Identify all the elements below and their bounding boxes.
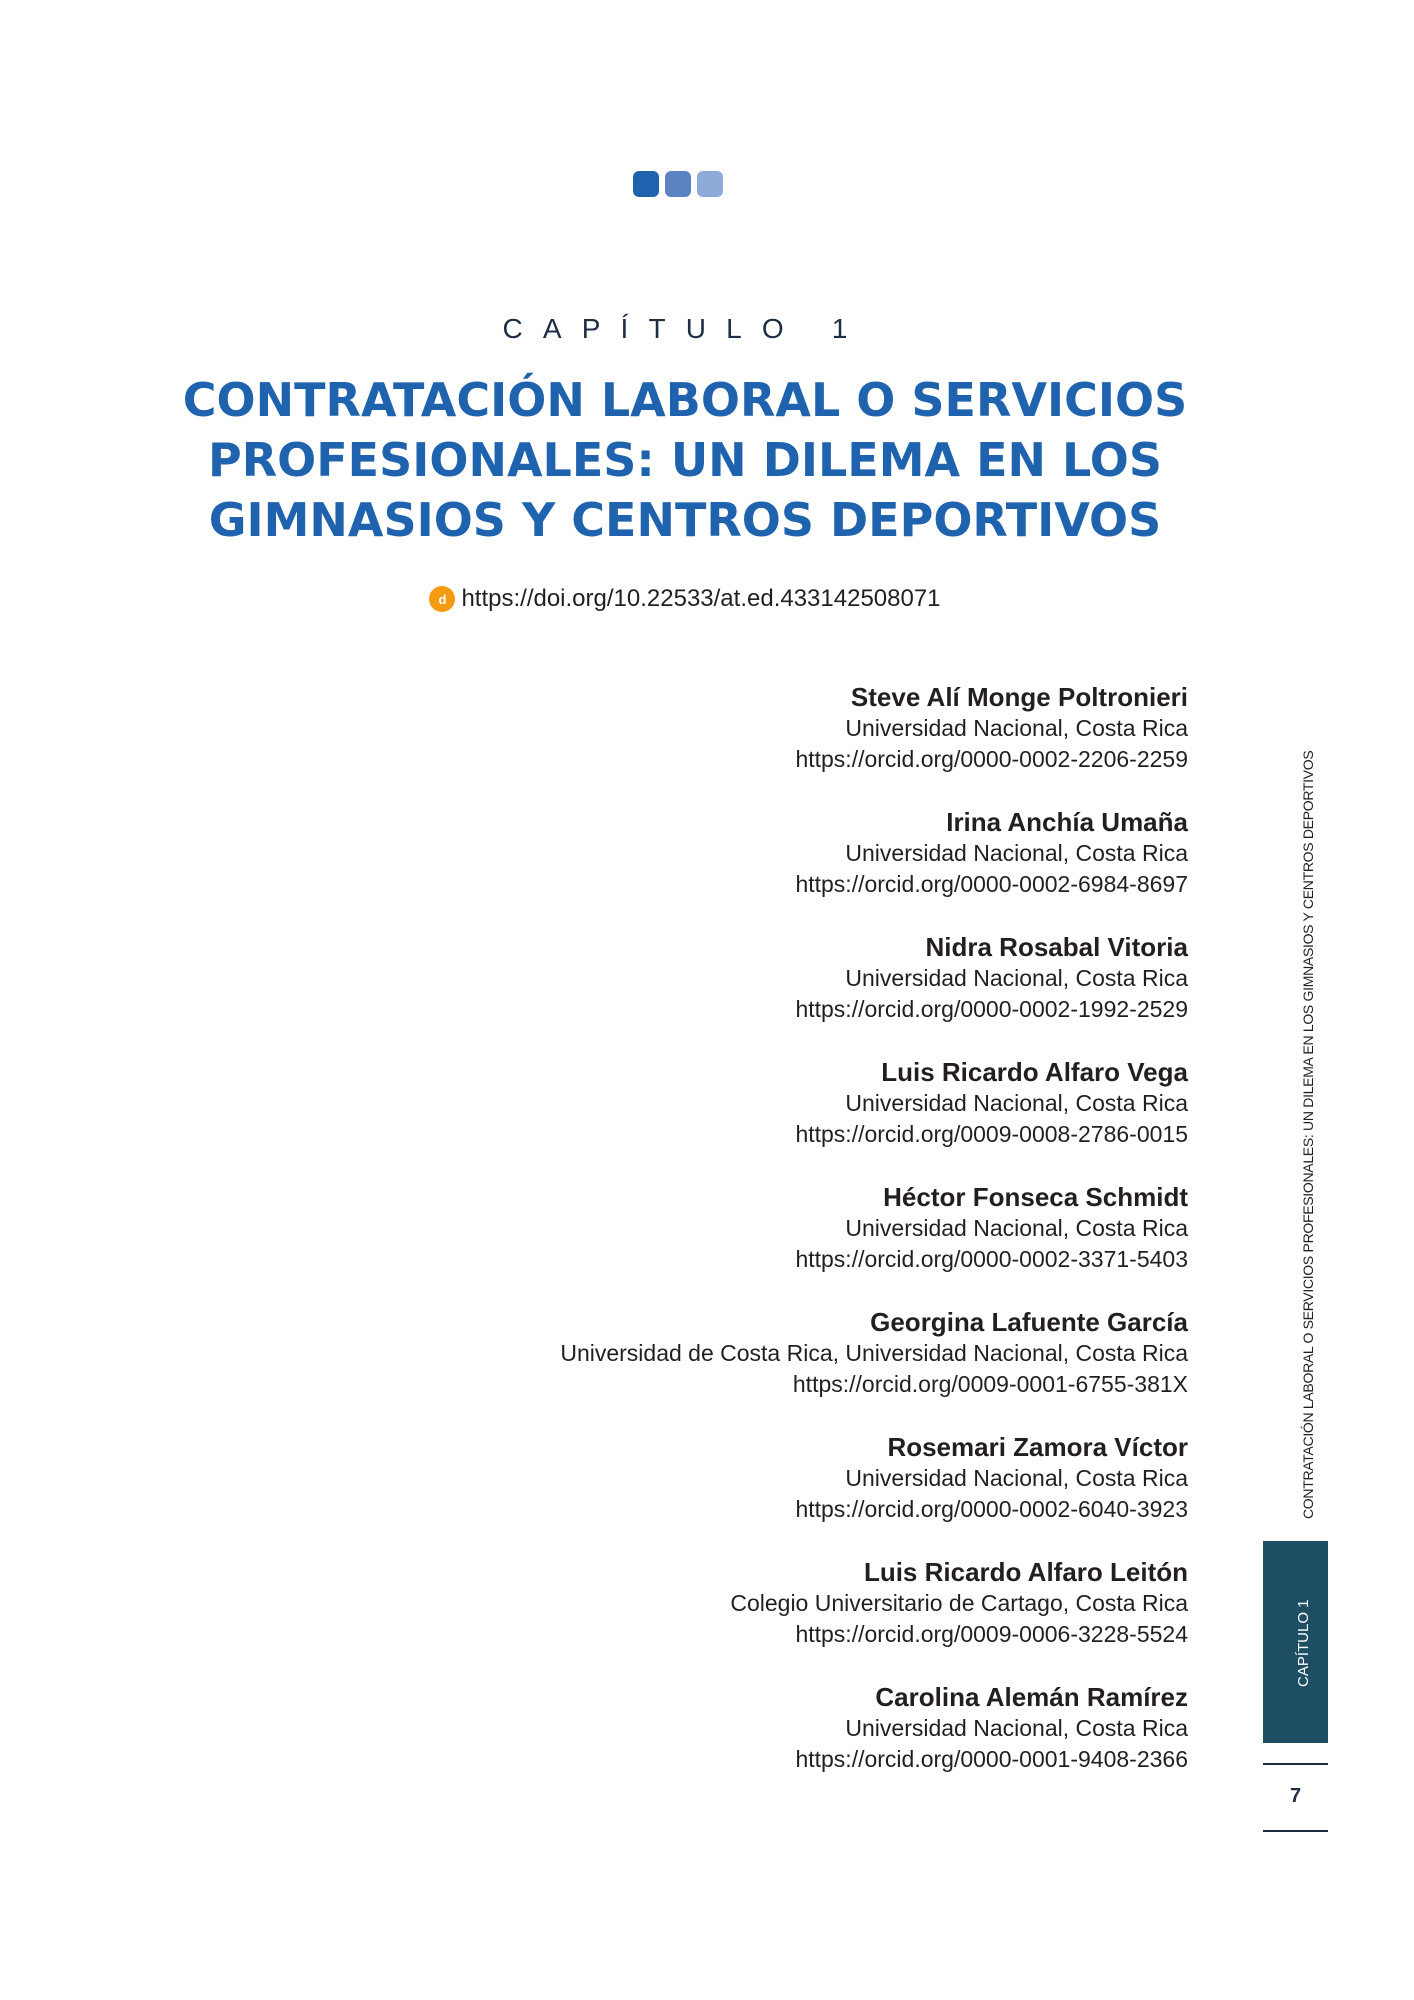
doi-link-row[interactable] [0,585,1370,613]
author-orcid[interactable]: https://orcid.org/0000-0002-3371-5403 [795,1246,1188,1272]
page-number-rule-top [1263,1763,1328,1765]
author-orcid[interactable]: https://orcid.org/0009-0006-3228-5524 [795,1621,1188,1647]
author-entry [388,1556,1188,1681]
chapter-title-line: CONTRATACIÓN LABORAL O SERVICIOS [182,373,1188,427]
decorative-dot [697,171,723,197]
author-orcid[interactable]: https://orcid.org/0000-0002-2206-2259 [795,746,1188,772]
author-affiliation: Universidad Nacional, Costa Rica [845,1465,1188,1491]
chapter-title-line: PROFESIONALES: UN DILEMA EN LOS [208,433,1162,487]
page-number-rule-bottom [1263,1830,1328,1832]
chapter-label: CAPÍTULO 1 [502,313,868,344]
author-entry [388,681,1188,806]
author-affiliation: Universidad Nacional, Costa Rica [845,1215,1188,1241]
page-number: 7 [1289,1785,1302,1807]
running-title: CONTRATACIÓN LABORAL O SERVICIOS PROFESIONALES: UN DILEMA EN LOS GIMNASIOS Y CENTROS DEPORTIVOS [1300,750,1316,1519]
author-entry [388,1431,1188,1556]
author-affiliation: Universidad Nacional, Costa Rica [845,715,1188,741]
decorative-dot [633,171,659,197]
author-name: Luis Ricardo Alfaro Vega [881,1057,1188,1087]
author-list [388,681,1188,1806]
author-entry [388,1681,1188,1806]
chapter-tab-label: CAPÍTULO 1 [1295,1599,1312,1687]
author-name: Luis Ricardo Alfaro Leitón [863,1557,1188,1587]
author-name: Rosemari Zamora Víctor [887,1432,1188,1462]
doi-link[interactable]: https://doi.org/10.22533/at.ed.433142508071 [461,585,941,612]
author-affiliation: Colegio Universitario de Cartago, Costa Rica [730,1590,1188,1616]
author-entry [388,1056,1188,1181]
author-affiliation: Universidad Nacional, Costa Rica [845,1090,1188,1116]
doi-icon: d [429,586,455,612]
chapter-tab [1263,1541,1328,1743]
chapter-title-line: GIMNASIOS Y CENTROS DEPORTIVOS [208,493,1162,547]
author-orcid[interactable]: https://orcid.org/0009-0001-6755-381X [792,1371,1188,1397]
author-orcid[interactable]: https://orcid.org/0000-0002-6984-8697 [795,871,1188,897]
author-name: Georgina Lafuente García [870,1307,1188,1337]
author-entry [388,931,1188,1056]
author-name: Steve Alí Monge Poltronieri [850,682,1188,712]
author-entry [388,806,1188,931]
decorative-dots [633,171,723,197]
author-affiliation: Universidad Nacional, Costa Rica [845,965,1188,991]
author-name: Carolina Alemán Ramírez [875,1682,1188,1712]
chapter-title [130,370,1240,550]
author-entry [388,1181,1188,1306]
author-orcid[interactable]: https://orcid.org/0009-0008-2786-0015 [795,1121,1188,1147]
author-name: Nidra Rosabal Vitoria [925,932,1188,962]
decorative-dot [665,171,691,197]
author-name: Irina Anchía Umaña [946,807,1188,837]
author-entry [388,1306,1188,1431]
author-affiliation: Universidad Nacional, Costa Rica [845,840,1188,866]
author-orcid[interactable]: https://orcid.org/0000-0002-6040-3923 [795,1496,1188,1522]
author-orcid[interactable]: https://orcid.org/0000-0001-9408-2366 [795,1746,1188,1772]
author-affiliation: Universidad de Costa Rica, Universidad Nacional, Costa Rica [560,1340,1188,1366]
author-affiliation: Universidad Nacional, Costa Rica [845,1715,1188,1741]
author-orcid[interactable]: https://orcid.org/0000-0002-1992-2529 [795,996,1188,1022]
author-name: Héctor Fonseca Schmidt [883,1182,1188,1212]
